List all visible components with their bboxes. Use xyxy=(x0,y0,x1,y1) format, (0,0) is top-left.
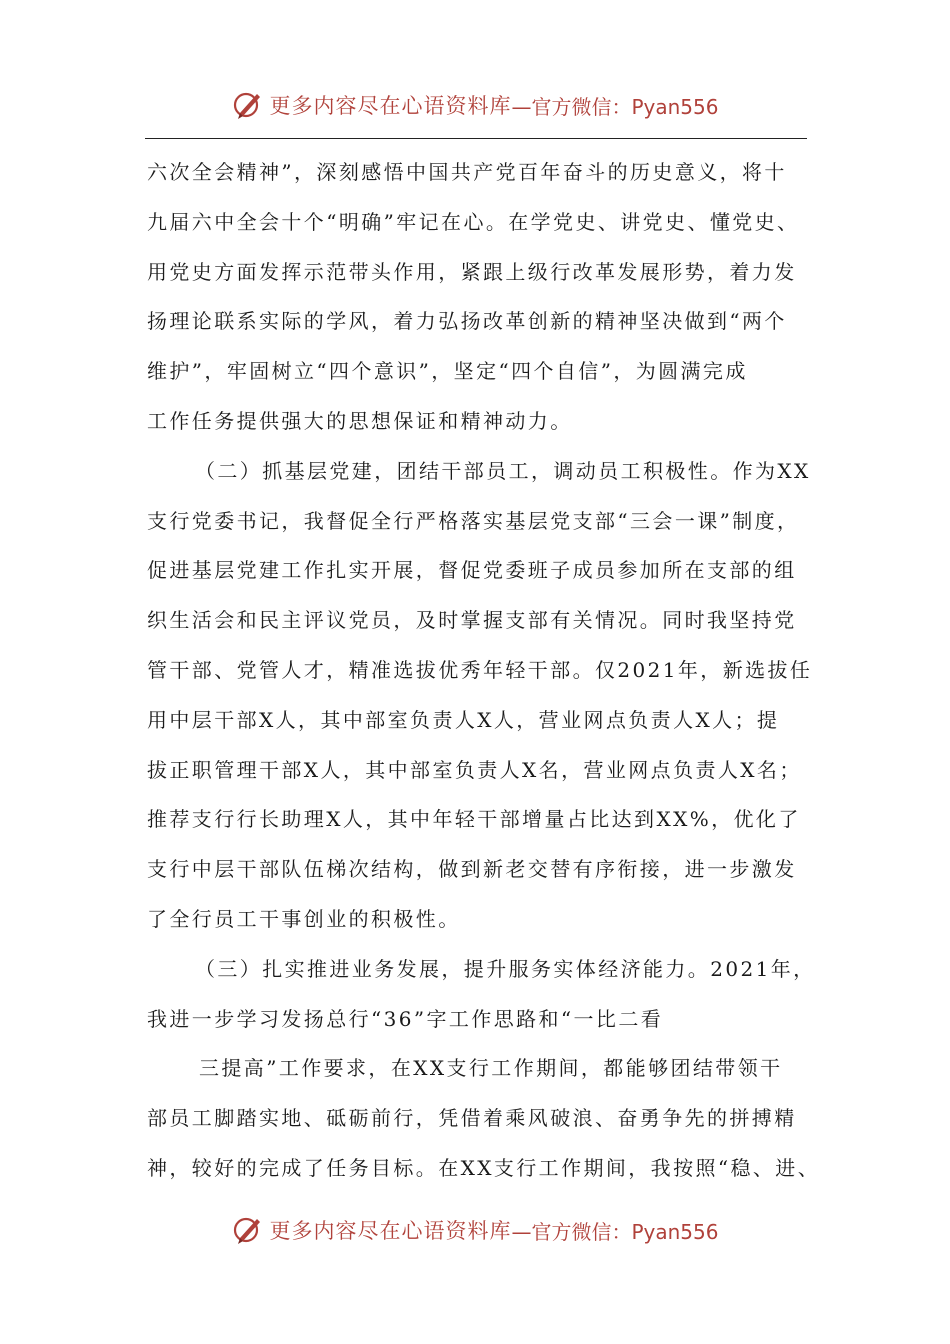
section-heading-line: （二）抓基层党建，团结干部员工，调动员工积极性。作为XX xyxy=(195,458,811,483)
body-line: 用党史方面发挥示范带头作用，紧跟上级行改革发展形势，着力发 xyxy=(147,259,797,284)
watermark-brand-text: 更多内容尽在心语资料库 xyxy=(269,1219,512,1243)
header-watermark-banner xyxy=(0,85,950,125)
body-line: 我进一步学习发扬总行“36”字工作思路和“一比二看 xyxy=(147,1006,664,1031)
body-line: 支行党委书记，我督促全行严格落实基层党支部“三会一课”制度， xyxy=(147,508,800,533)
body-line: 织生活会和民主评议党员，及时掌握支部有关情况。同时我坚持党 xyxy=(147,608,797,633)
body-line: 拔正职管理干部X人，其中部室负责人X名，营业网点负责人X名； xyxy=(147,757,802,782)
body-line: 神，较好的完成了任务目标。在XX支行工作期间，我按照“稳、进、 xyxy=(147,1155,821,1180)
watermark-brand-text: 更多内容尽在心语资料库 xyxy=(269,94,512,118)
body-line: 维护”，牢固树立“四个意识”，坚定“四个自信”，为圆满完成 xyxy=(147,359,748,384)
section-heading-line: （三）扎实推进业务发展，提升服务实体经济能力。2021年， xyxy=(195,956,816,981)
body-line: 管干部、党管人才，精准选拔优秀年轻干部。仅2021年，新选拔任 xyxy=(147,657,813,682)
pen-logo-icon xyxy=(231,1213,265,1247)
body-line: 促进基层党建工作扎实开展，督促党委班子成员参加所在支部的组 xyxy=(147,558,797,583)
footer-watermark-banner xyxy=(0,1210,950,1250)
body-line: 工作任务提供强大的思想保证和精神动力。 xyxy=(147,408,573,433)
body-line: 三提高”工作要求，在XX支行工作期间，都能够团结带领干 xyxy=(199,1056,783,1081)
header-divider xyxy=(145,138,807,139)
body-line: 推荐支行行长助理X人，其中年轻干部增量占比达到XX%，优化了 xyxy=(147,807,801,832)
watermark-contact-text: —官方微信：Pyan556 xyxy=(511,94,719,119)
document-body xyxy=(147,148,821,1194)
pen-logo-icon xyxy=(231,88,265,122)
body-line: 了全行员工干事创业的积极性。 xyxy=(147,906,461,931)
body-line: 六次全会精神”，深刻感悟中国共产党百年奋斗的历史意义，将十 xyxy=(147,160,787,184)
body-line: 扬理论联系实际的学风，着力弘扬改革创新的精神坚决做到“两个 xyxy=(147,309,787,334)
watermark-contact-text: —官方微信：Pyan556 xyxy=(511,1219,719,1244)
body-line: 支行中层干部队伍梯次结构，做到新老交替有序衔接，进一步激发 xyxy=(147,857,797,882)
body-line: 用中层干部X人，其中部室负责人X人，营业网点负责人X人；提 xyxy=(147,707,780,732)
body-line: 九届六中全会十个“明确”牢记在心。在学党史、讲党史、懂党史、 xyxy=(147,209,800,234)
body-line: 部员工脚踏实地、砥砺前行，凭借着乘风破浪、奋勇争先的拼搏精 xyxy=(147,1106,797,1131)
